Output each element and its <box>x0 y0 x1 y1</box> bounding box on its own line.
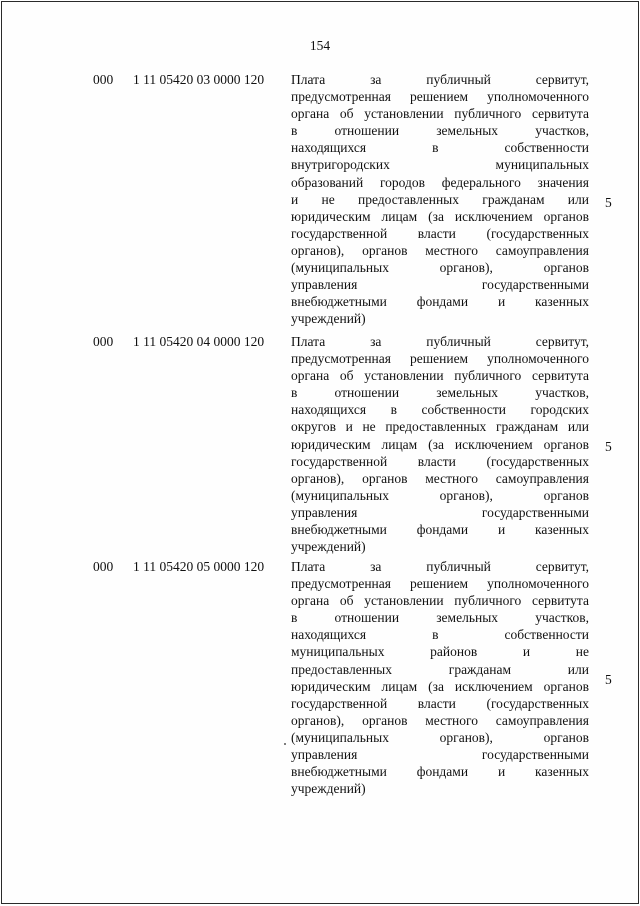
name-line: Плата за публичный сервитут, <box>291 72 589 87</box>
admin-code: 000 <box>93 72 114 87</box>
name-line: предусмотренная решением уполномоченного <box>291 576 589 592</box>
scan-speck <box>284 743 286 745</box>
name-line: в отношении земельных участков, <box>291 385 589 401</box>
income-name <box>291 558 589 797</box>
income-code: 1 11 05420 04 0000 120 <box>133 334 265 349</box>
name-line: округов и не предоставленных гражданам или <box>291 419 589 435</box>
name-line: органа об установлении публичного сервитута <box>291 368 589 384</box>
document-page <box>1 1 639 904</box>
income-name <box>291 333 589 555</box>
name-line: внебюджетными фондами и казенных <box>291 522 589 538</box>
name-line: юридическим лицам (за исключением органов <box>291 678 589 694</box>
name-line: учреждений) <box>291 311 366 327</box>
admin-code: 000 <box>93 334 114 349</box>
name-line: органов), органов местного самоуправления <box>291 470 589 486</box>
name-line: учреждений) <box>291 539 366 555</box>
name-line: образований городов федерального значения <box>291 174 589 190</box>
name-line: (муниципальных органов), органов <box>291 487 589 503</box>
name-line: в отношении земельных участков, <box>291 123 589 139</box>
name-line: органов), органов местного самоуправления <box>291 242 589 258</box>
norm-percent: 5 <box>605 672 612 687</box>
name-line: предусмотренная решением уполномоченного <box>291 89 589 105</box>
name-line: внутригородских муниципальных <box>291 157 589 173</box>
name-line: органов), органов местного самоуправления <box>291 712 589 728</box>
name-line: управления государственными <box>291 277 589 293</box>
name-line: внебюджетными фондами и казенных <box>291 294 589 310</box>
name-line: управления государственными <box>291 747 589 763</box>
name-line: (муниципальных органов), органов <box>291 729 589 745</box>
name-line: органа об установлении публичного сервитута <box>291 106 589 122</box>
name-line: управления государственными <box>291 504 589 520</box>
name-line: и не предоставленных гражданам или <box>291 191 589 207</box>
name-line: государственной власти (государственных <box>291 695 589 711</box>
name-line: находящихся в собственности <box>291 627 589 643</box>
name-line: внебюджетными фондами и казенных <box>291 764 589 780</box>
page-number: 154 <box>309 38 331 53</box>
name-line: находящихся в собственности городских <box>291 402 589 418</box>
income-name <box>291 71 589 327</box>
name-line: находящихся в собственности <box>291 140 589 156</box>
admin-code: 000 <box>93 559 114 574</box>
name-line: юридическим лицам (за исключением органов <box>291 208 589 224</box>
name-line: государственной власти (государственных <box>291 225 589 241</box>
name-line: юридическим лицам (за исключением органов <box>291 436 589 452</box>
name-line: органа об установлении публичного сервитута <box>291 593 589 609</box>
name-line: предоставленных гражданам или <box>291 661 589 677</box>
name-line: муниципальных районов и не <box>291 644 589 660</box>
norm-percent: 5 <box>605 195 612 210</box>
name-line: Плата за публичный сервитут, <box>291 334 589 349</box>
name-line: учреждений) <box>291 781 366 797</box>
name-line: государственной власти (государственных <box>291 453 589 469</box>
name-line: в отношении земельных участков, <box>291 610 589 626</box>
income-code: 1 11 05420 03 0000 120 <box>133 72 265 87</box>
income-code: 1 11 05420 05 0000 120 <box>133 559 265 574</box>
name-line: предусмотренная решением уполномоченного <box>291 351 589 367</box>
norm-percent: 5 <box>605 439 612 454</box>
name-line: Плата за публичный сервитут, <box>291 559 589 574</box>
name-line: (муниципальных органов), органов <box>291 260 589 276</box>
